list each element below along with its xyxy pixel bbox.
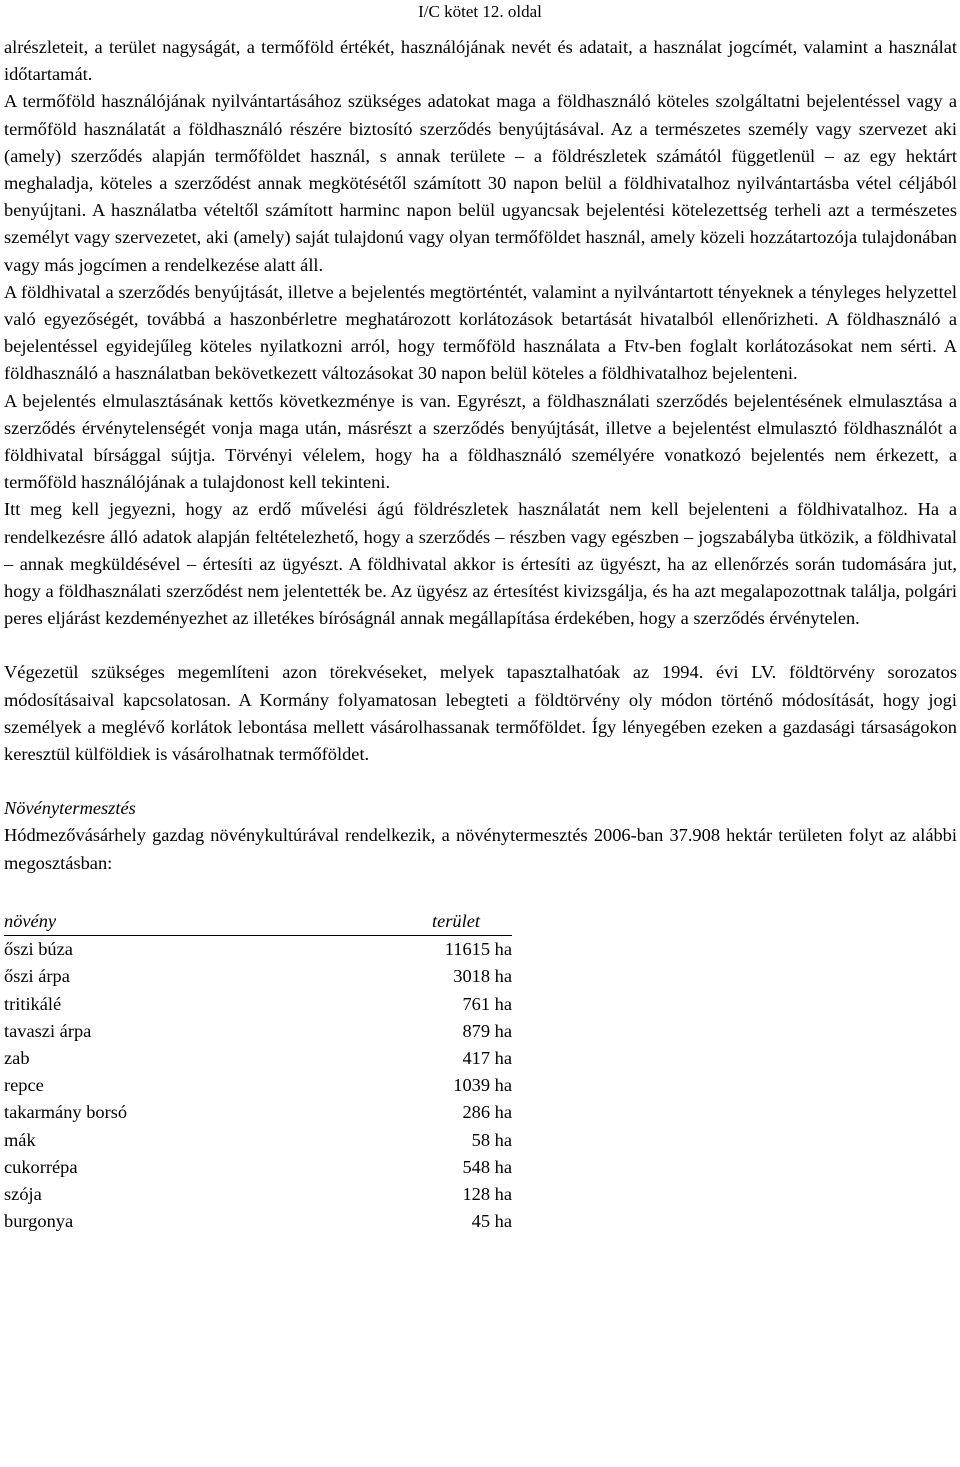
- crop-name: repce: [4, 1075, 44, 1096]
- crop-name: őszi árpa: [4, 966, 70, 987]
- crop-name: cukorrépa: [4, 1156, 78, 1177]
- crop-area: 548 ha: [462, 1156, 512, 1177]
- paragraph: A bejelentés elmulasztásának kettős következménye is van. Egyrészt, a földhasználati szerződés bejelentésének elmulasztása a szerződés érvénytelenségét vonja maga után, másrészt a szerződés benyújtását, illetve a bejelentést elmulasztó földhasználót a földhivatal bírsággal sújtja. Törvényi vélelem, hogy ha a földhasználó személyére vonatkozó bejelentés nem érkezett, a termőföld használójának a tulajdonost kell tekinteni.: [4, 390, 957, 493]
- table-row: [4, 1208, 512, 1235]
- paragraph: A termőföld használójának nyilvántartásához szükséges adatokat maga a földhasználó köteles szolgáltatni bejelentéssel vagy a termőföld használatát a földhasználó részére biztosító szerződés benyújtásával. Az a természetes személy vagy szervezet aki (amely) szerződés alapján termőföldet használ, s annak területe – a földrészletek számától függetlenül – az egy hektárt meghaladja, köteles a szerződést annak megkötésétől számított 30 napon belül a földhivatalhoz nyilvántartásba vétel céljából benyújtani. A használatba vételtől számított harminc napon belül ugyancsak bejelentési kötelezettség terheli azt a természetes személyt vagy szervezetet, aki (amely) saját tulajdonú vagy olyan termőföldet használ, amely közeli hozzátartozója tulajdonában vagy más jogcímen a rendelkezése alatt áll.: [4, 91, 957, 275]
- table-row: [4, 1099, 512, 1126]
- table-row: [4, 1045, 512, 1072]
- paragraph: A földhivatal a szerződés benyújtását, illetve a bejelentés megtörténtét, valamint a nyilvántartott tényeknek a tényleges helyzettel való egyezőségét, továbbá a haszonbérletre meghatározott korlátozások betartását hivatalból ellenőrizheti. A földhasználó a bejelentéssel egyidejűleg köteles nyilatkozni arról, hogy termőföld használata a Ftv-ben foglalt korlátozásokat nem sérti. A földhasználó a használatban bekövetkezett változásokat 30 napon belül köteles a földhivatalhoz bejelenteni.: [4, 281, 957, 384]
- table-row: [4, 1072, 512, 1099]
- spacer: [4, 768, 957, 795]
- crop-area: 45 ha: [471, 1211, 512, 1232]
- crop-area: 1039 ha: [453, 1075, 512, 1096]
- closing-paragraph: Végezetül szükséges megemlíteni azon törekvéseket, melyek tapasztalhatóak az 1994. évi LV. földtörvény sorozatos módosításaival kapcsolatosan. A Kormány folyamatosan lebegteti a földtörvény oly módon történő módosítását, hogy jogi személyek a meglévő korlátok lebontása mellett vásárolhassanak termőföldet. Így lényegében ezeken a gazdasági társaságokon keresztül külföldiek is vásárolhatnak termőföldet.: [4, 662, 957, 765]
- table-row: [4, 1018, 512, 1045]
- column-header-crop: növény: [4, 908, 432, 936]
- paragraph: Itt meg kell jegyezni, hogy az erdő művelési ágú földrészletek használatát nem kell bejelenteni a földhivatalhoz. Ha a rendelkezésre álló adatok alapján feltételezhető, hogy a szerződés – részben vagy egészben – jogszabályba ütközik, a földhivatal – annak megküldésével – értesíti az ügyészt. A földhivatal akkor is értesíti az ügyészt, ha az ellenőrzés során tudomására jut, hogy a földhasználati szerződést nem jelentették be. Az ügyész az értesítést kivizsgálja, és ha azt megalapozottnak találja, polgári peres eljárást kezdeményezhet az illetékes bíróságnál annak megállapítása érdekében, hogy a szerződés érvénytelen.: [4, 499, 957, 629]
- table-row: [4, 936, 512, 964]
- section-title: Növénytermesztés: [4, 798, 136, 819]
- crop-name: takarmány borsó: [4, 1102, 128, 1123]
- document-body: [4, 34, 957, 1235]
- crop-name: tavaszi árpa: [4, 1020, 92, 1041]
- table-row: [4, 1154, 512, 1181]
- crop-table: [4, 908, 512, 1235]
- table-row: [4, 963, 512, 990]
- crop-area: 761 ha: [462, 993, 512, 1014]
- table-row: [4, 1181, 512, 1208]
- crop-area: 417 ha: [462, 1047, 512, 1068]
- column-header-area: terület: [432, 908, 512, 936]
- crop-area: 879 ha: [462, 1020, 512, 1041]
- section-intro: Hódmezővásárhely gazdag növénykultúrával rendelkezik, a növénytermesztés 2006-ban 37.908 hektár területen folyt az alábbi megosztásban:: [4, 825, 957, 873]
- table-header-row: [4, 908, 512, 936]
- page-header: I/C kötet 12. oldal: [418, 2, 542, 21]
- crop-name: mák: [4, 1129, 36, 1150]
- crop-name: tritikálé: [4, 993, 62, 1014]
- table-row: [4, 1127, 512, 1154]
- crop-area: 3018 ha: [453, 966, 512, 987]
- crop-area: 11615 ha: [444, 939, 512, 960]
- crop-area: 128 ha: [462, 1183, 512, 1204]
- table-row: [4, 991, 512, 1018]
- crop-area: 58 ha: [471, 1129, 512, 1150]
- spacer: [4, 632, 957, 659]
- crop-name: szója: [4, 1183, 42, 1204]
- paragraph: alrészleteit, a terület nagyságát, a termőföld értékét, használójának nevét és adatait, a használat jogcímét, valamint a használat időtartamát.: [4, 37, 957, 85]
- spacer: [4, 877, 957, 904]
- crop-name: burgonya: [4, 1211, 74, 1232]
- crop-name: zab: [4, 1047, 30, 1068]
- crop-name: őszi búza: [4, 939, 73, 960]
- crop-area: 286 ha: [462, 1102, 512, 1123]
